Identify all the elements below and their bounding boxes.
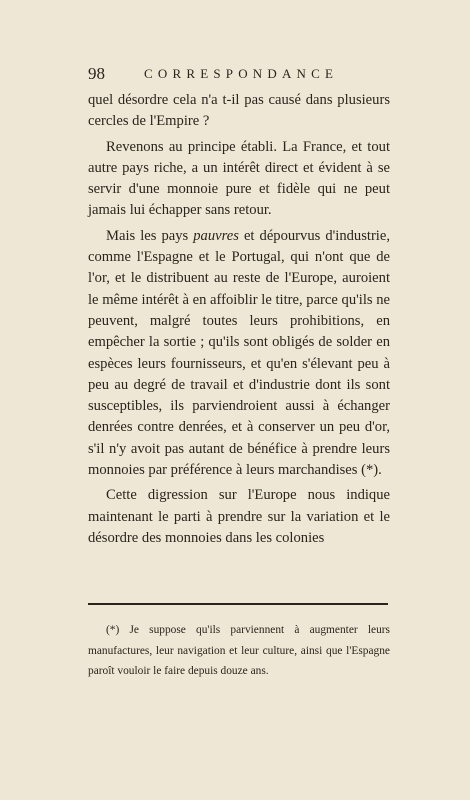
paragraph-1: quel désordre cela n'a t-il pas causé dans plusieurs cercles de l'Empire ?	[88, 92, 390, 130]
running-head: CORRESPONDANCE	[144, 66, 339, 81]
paragraph-3-rest: et dépourvus d'industrie, comme l'Espagne et le Portugal, qui n'ont que de l'or, et le distribuent au reste de l'Europe, auroient le même intérêt à en affoiblir le titre, parce qu'ils ne peuvent, malgré toutes leurs prohibitions, en empêcher la sortie ; qu'ils sont obligés de solder en espèces leurs fournisseurs, et qu'en s'élevant peu à peu au degré de travail et d'industrie dont ils sont susceptibles, ils parviendroient aussi à échanger denrées contre denrées, et à conserver un peu d'or, s'il n'y avoit pas autant de bénéfice à prendre leurs monnoies par préférence à leurs marchandises (*).	[88, 227, 390, 479]
footnote: (*) Je suppose qu'ils parviennent à augmenter leurs manufactures, leur navigation et leur culture, ainsi que l'Espagne paroît vouloir le faire depuis douze ans.	[88, 624, 390, 677]
paragraph-3	[88, 226, 390, 482]
paragraph-3-start: Mais les pays	[106, 227, 194, 244]
page-header	[88, 64, 388, 86]
footnote-rule	[88, 603, 388, 605]
paragraph-4: Cette digression sur l'Europe nous indique maintenant le parti à prendre sur la variation et le désordre des monnoies dans les colonies	[88, 487, 390, 546]
body-text	[88, 90, 390, 553]
emphasis-pauvres: pauvres	[193, 227, 239, 244]
page-number: 98	[88, 64, 105, 83]
paragraph-2: Revenons au principe établi. La France, et tout autre pays riche, a un intérêt direct et évident à se servir d'une monnoie pure et fidèle qui ne peut jamais lui échapper sans retour.	[88, 138, 390, 219]
